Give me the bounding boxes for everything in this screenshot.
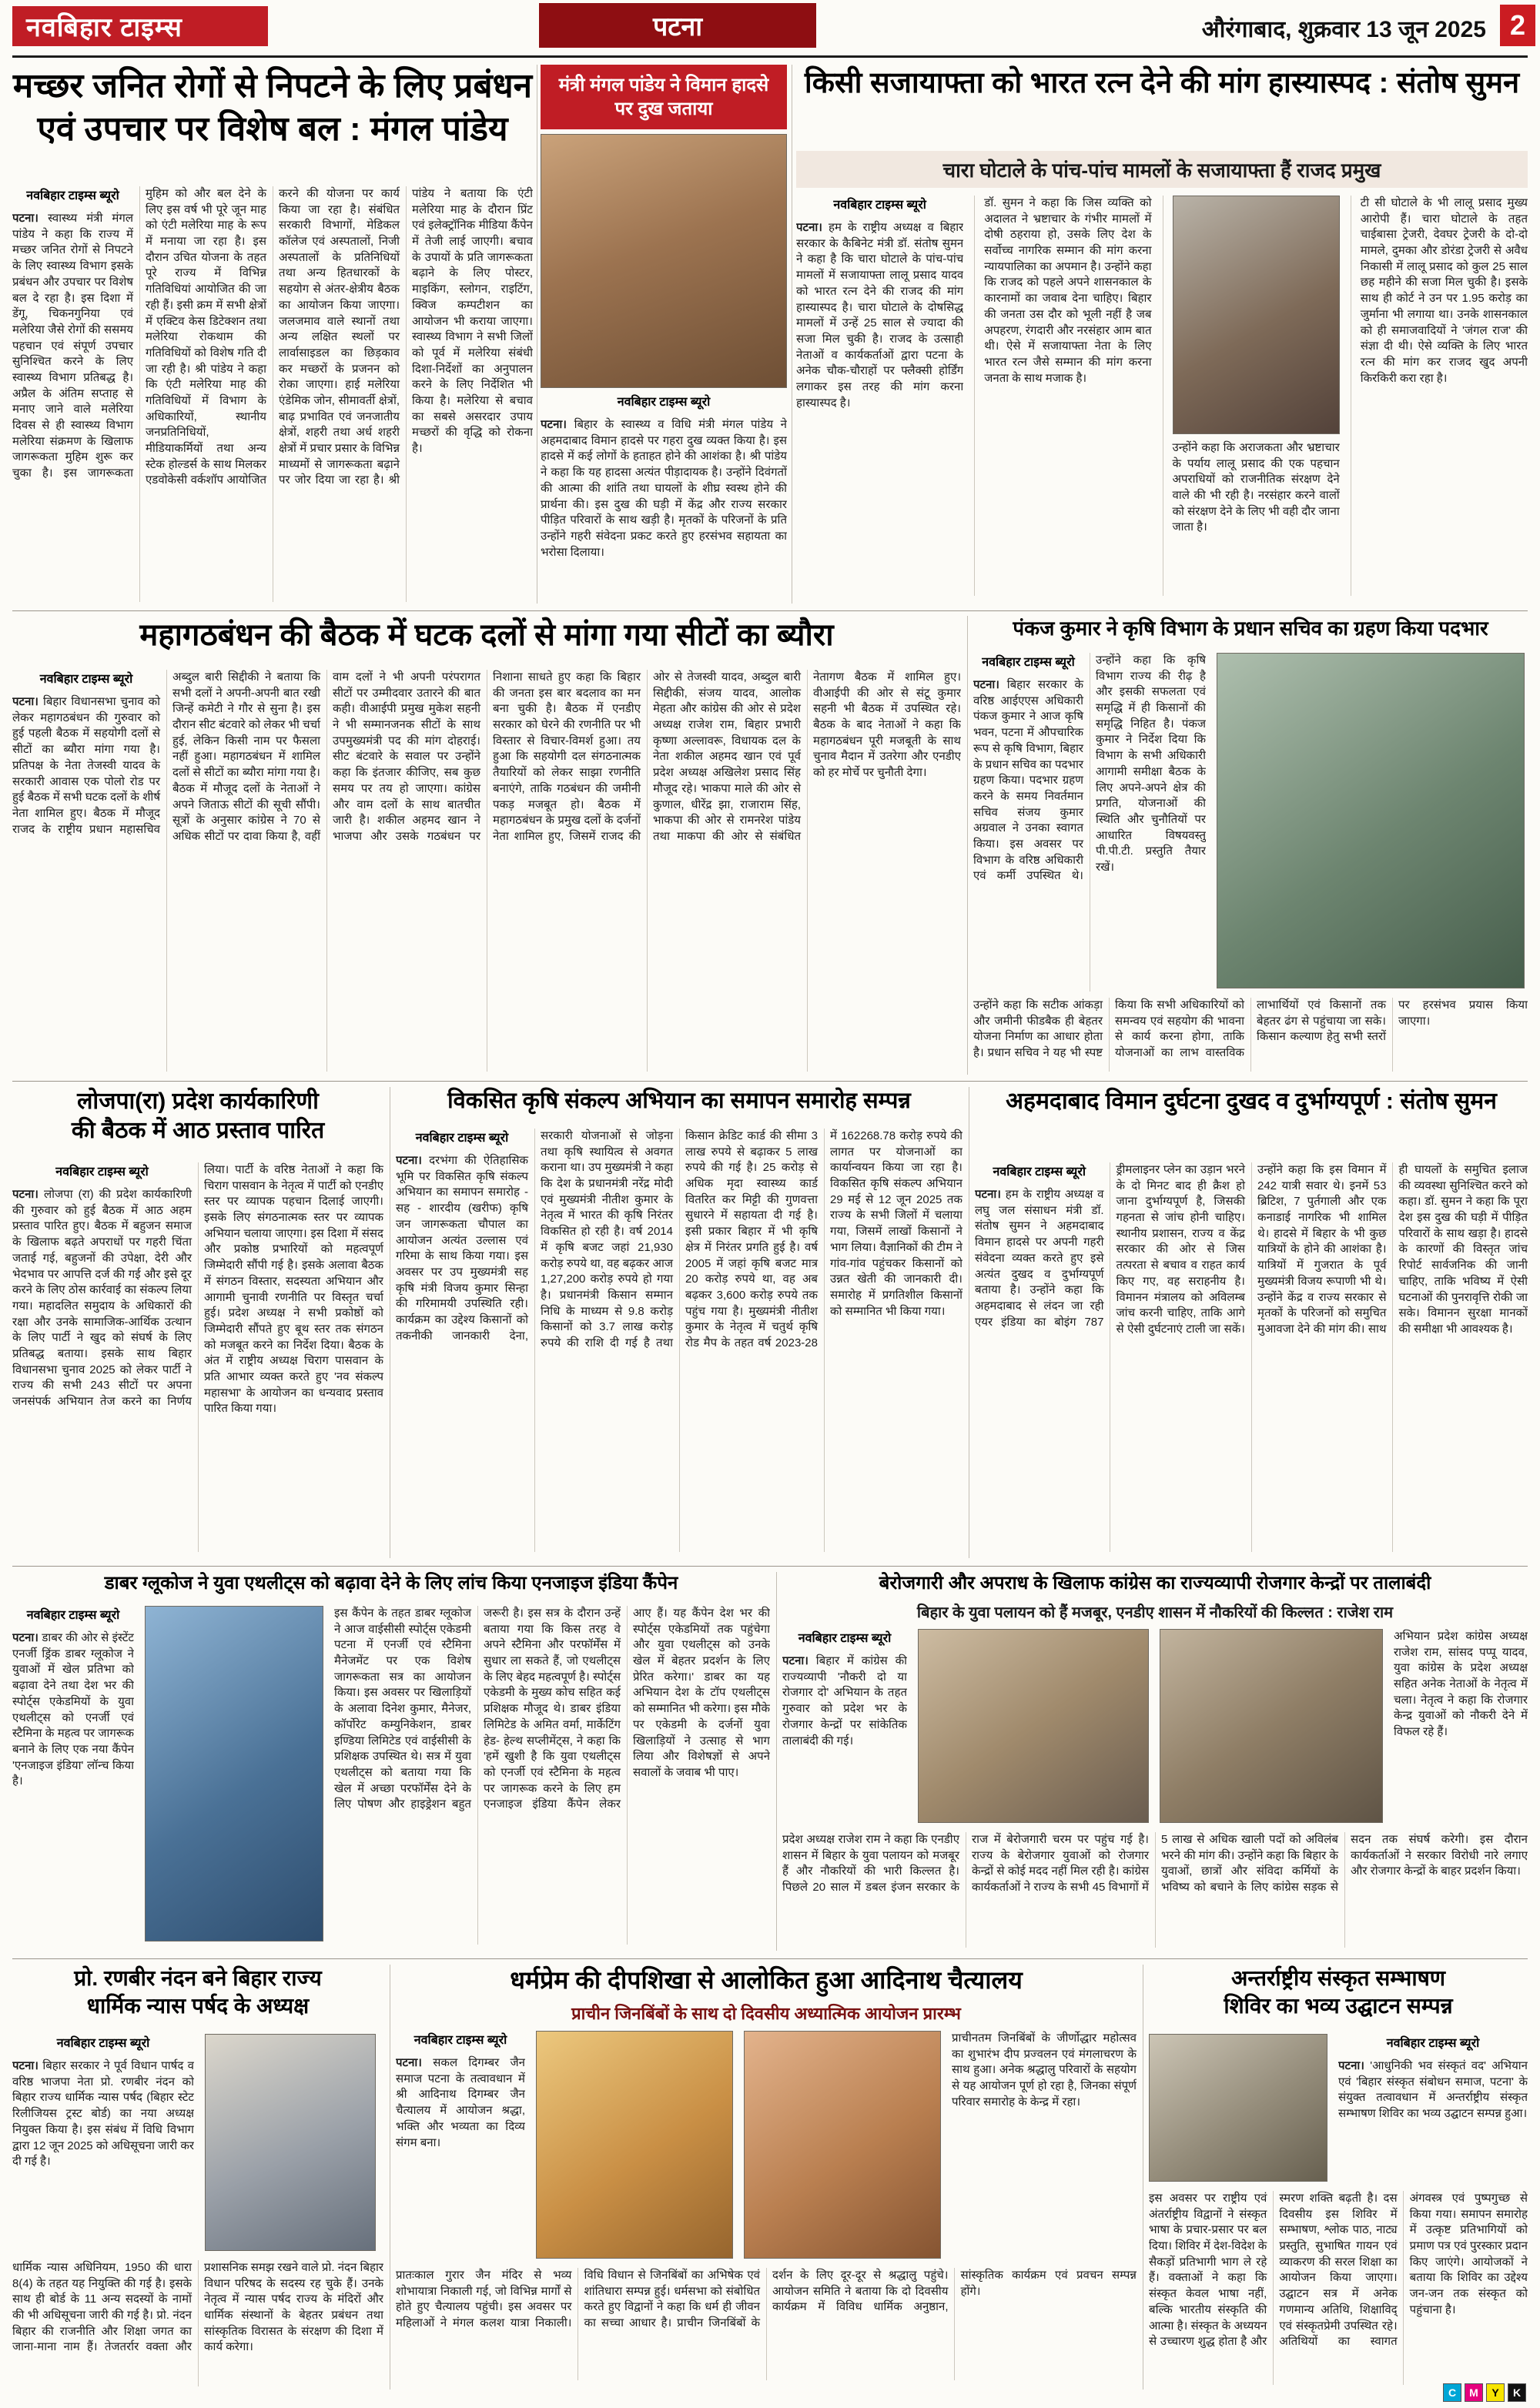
article-sanskrit-camp [1149,1965,1528,2390]
article-byline: नवबिहार टाइम्स ब्यूरो [798,1632,892,1645]
edition-badge: पटना [539,3,816,48]
article-dateline: पटना। [782,1654,808,1668]
article-congress-protest [782,1572,1528,1951]
article-ranbir-nandan [12,1965,383,2390]
print-mark-cyan: C [1443,2383,1461,2402]
article-dateline: पटना। [12,1188,38,1202]
dabur-team-photo [145,1606,323,1941]
article-column: नवबिहार टाइम्स ब्यूरो पटना। बिहार सरकार के वरिष्ठ आईएएस अधिकारी पंकज कुमार ने आज कृषि भवन, पटना में औपचारिक रूप से कृषि विभाग, बिहार के प्रधान सचिव का पदभार ग्रहण किया। पदभार ग्रहण करने के समय निवर्तमान सचिव संजय कुमार अग्रवाल ने उनका स्वागत किया। इस अवसर पर विभाग के वरिष्ठ अधिकारी एवं कर्मी उपस्थित थे। उन्होंने कहा कि कृषि विभाग राज्य की रीढ़ है और इसकी सफलता एवं समृद्धि में ही किसानों की समृद्धि निहित है। पंकज कुमार ने निर्देश दिया कि विभाग के सभी अधिकारी आगामी समीक्षा बैठक के लिए अपने-अपने क्षेत्र की प्रगति, योजनाओं की स्थिति और चुनौतियों पर आधारित विषयवस्तु पी.पी.टी. प्रस्तुति तैयार रखें। [973,654,1206,883]
article-headline: विकसित कृषि संकल्प अभियान का समापन समारोह सम्पन्न [447,1089,911,1113]
article-byline: नवबिहार टाइम्स ब्यूरो [56,2037,150,2050]
article-bharat-ratna [796,65,1528,604]
article-headline: डाबर ग्लूकोज ने युवा एथलीट्स को बढ़ावा देने के लिए लांच किया एनजाइज इंडिया कैंपेन [104,1573,678,1594]
article-mahagathbandhan [12,616,961,1075]
article-pandey-grief [541,65,787,604]
article-byline: नवबिहार टाइम्स ब्यूरो [26,189,119,202]
article-dateline: पटना। [12,695,38,709]
article-byline: नवबिहार टाइम्स ब्यूरो [413,2034,507,2047]
article-pankaj-kumar [973,616,1528,1075]
article-column: उन्होंने कहा कि अराजकता और भ्रष्टाचार के पर्याय लालू प्रसाद की एक पहचान अपराधियों को राजनीतिक संरक्षण देने वाले की भी रही है। नरसंहार करने वालों को संरक्षण देने के लिए भी वही दौर जाना जाता है। [1163,196,1340,596]
article-dateline: पटना। [796,221,822,235]
column-divider [776,1572,777,1951]
article-column: प्राचीनतम जिनबिंबों के जीर्णोद्धार महोत्सव का शुभारंभ दीप प्रज्वलन एवं मंगलाचरण के साथ हुआ। अनेक श्रद्धालु परिवारों के सहयोग से यह आयोजन पूर्ण हो रहा है, जिनका संपूर्ण परिवार समारोह के केन्द्र में रहा। [952,2032,1137,2109]
article-headline: प्रो. रणबीर नंदन बने बिहार राज्य धार्मिक न्यास पर्षद के अध्यक्ष [74,1966,322,2018]
article-body: प्रातःकाल गुरार जैन मंदिर से भव्य शोभायात्रा निकाली गई, जो विभिन्न मार्गों से होते हुए चैत्यालय पहुंची। इस अवसर पर महिलाओं ने मंगल कलश यात्रा निकाली। विधि विधान से जिनबिंबों का अभिषेक एवं शांतिधारा सम्पन्न हुई। धर्मसभा को संबोधित करते हुए विद्वानों ने कहा कि धर्म ही जीवन का सच्चा आधार है। प्राचीन जिनबिंबों के दर्शन के लिए दूर-दूर से श्रद्धालु पहुंचे। आयोजन समिति ने बताया कि दो दिवसीय कार्यक्रम में विविध धार्मिक अनुष्ठान, सांस्कृतिक कार्यक्रम एवं प्रवचन सम्पन्न होंगे। [396,2269,1137,2330]
article-dateline: पटना। [973,678,999,692]
article-body: धार्मिक न्यास अधिनियम, 1950 की धारा 8(4) के तहत यह नियुक्ति की गई है। इसके साथ ही बोर्ड के 11 अन्य सदस्यों के नामों की भी अधिसूचना जारी की गई है। प्रो. नंदन बिहार की राजनीति और शिक्षा जगत का जाना-माना नाम हैं। तेजतर्रार वक्ता और प्रशासनिक समझ रखने वाले प्रो. नंदन बिहार विधान परिषद के सदस्य रह चुके हैं। उनके नेतृत्व में न्यास पर्षद राज्य के मंदिरों और धार्मिक संस्थानों के बेहतर प्रबंधन तथा सांस्कृतिक विरासत के संरक्षण की दिशा में कार्य करेगा। [12,2261,383,2354]
section-divider [12,1081,1528,1082]
article-body: नवबिहार टाइम्स ब्यूरो पटना। बिहार विधानसभा चुनाव को लेकर महागठबंधन की गुरुवार को हुई पहली बैठक में सहयोगी दलों से सीटों का ब्यौरा मांगा गया है। प्रतिपक्ष के नेता तेजस्वी यादव के सरकारी आवास एक पोलो रोड पर हुई बैठक में सभी घटक दलों के शीर्ष नेता शामिल हुए। बैठक में मौजूद राजद के राष्ट्रीय प्रधान महासचिव अब्दुल बारी सिद्दीकी ने बताया कि सभी दलों ने अपनी-अपनी बात रखी जिन्हें कमेटी ने गौर से सुना है। इस दौरान सीट बंटवारे को लेकर भी चर्चा हुई, लेकिन किसी नाम पर फैसला नहीं हुआ। महागठबंधन में शामिल दलों से सीटों का ब्यौरा मांगा गया है। बैठक में मौजूद दलों के नेताओं ने अपने जिताऊ सीटों की सूची सौंपी। सूत्रों के अनुसार कांग्रेस ने 70 से अधिक सीटों पर दावा किया है, वहीं वाम दलों ने भी अपनी परंपरागत सीटों पर उम्मीदवार उतारने की बात कही। वीआईपी प्रमुख मुकेश सहनी ने भी सम्मानजनक सीटों के साथ उपमुख्यमंत्री पद की मांग दोहराई। सीट बंटवारे के सवाल पर उन्होंने कहा कि इंतजार कीजिए, सब कुछ समय पर तय हो जाएगा। कांग्रेस और वाम दलों के साथ बातचीत जारी है। शकील अहमद खान ने भाजपा और उसके गठबंधन पर निशाना साधते हुए कहा कि बिहार की जनता इस बार बदलाव का मन बना चुकी है। बैठक में एनडीए सरकार को घेरने की रणनीति पर भी विस्तार से विचार-विमर्श हुआ। तय हुआ कि सहयोगी दल संगठनात्मक तैयारियों को लेकर साझा रणनीति बनाएंगे, ताकि गठबंधन की जमीनी पकड़ मजबूत हो। बैठक में महागठबंधन के प्रमुख दलों के दर्जनों नेता शामिल हुए, जिसमें राजद की ओर से तेजस्वी यादव, अब्दुल बारी सिद्दीकी, संजय यादव, आलोक मेहता और कांग्रेस की ओर से प्रदेश अध्यक्ष राजेश राम, बिहार प्रभारी कृष्णा अल्लावरू, विधायक दल के नेता शकील अहमद खान एवं पूर्व प्रदेश अध्यक्ष अखिलेश प्रसाद सिंह मौजूद रहे। भाकपा माले की ओर से कुणाल, धीरेंद्र झा, राजाराम सिंह, भाकपा की ओर से रामनरेश पांडेय तथा माकपा की ओर से संबंधित नेतागण बैठक में शामिल हुए। वीआईपी की ओर से संटू कुमार सहनी भी बैठक में उपस्थित रहे। बैठक के बाद नेताओं ने कहा कि महागठबंधन पूरी मजबूती के साथ चुनाव मैदान में उतरेगा और एनडीए को हर मोर्चे पर चुनौती देगा। [12,671,961,843]
article-column: टी सी घोटाले के भी लालू प्रसाद मुख्य आरोपी हैं। चारा घोटाले के तहत चाईबासा ट्रेजरी, देवघर ट्रेजरी के दो-दो मामले, दुमका और डोरंडा ट्रेजरी से अवैध निकासी में लालू प्रसाद को कुल 25 साल छह महीने की सजा मिल चुकी है। इसके साथ ही कोर्ट ने उन पर 1.95 करोड़ का जुर्माना भी लगाया था। उनके शासनकाल को ही समाजवादियों ने 'जंगल राज' की संज्ञा दी थी। ऐसे व्यक्ति के लिए भारत रत्न की मांग कर राजद खुद अपनी किरकिरी करा रहा है। [1351,196,1528,596]
congress-protest-photo-2 [1160,1629,1383,1823]
jain-ceremony-photo-2 [744,2031,941,2259]
article-body: उन्होंने कहा कि सटीक आंकड़ा और जमीनी फीडबैक ही बेहतर योजना निर्माण का आधार होता है। प्रधान सचिव ने यह भी स्पष्ट किया कि सभी अधिकारियों को समन्वय एवं सहयोग की भावना से कार्य करना होगा, ताकि योजनाओं का लाभ वास्तविक लाभार्थियों एवं किसानों तक बेहतर ढंग से पहुंचाया जा सके। किसान कल्याण हेतु सभी स्तरों पर हरसंभव प्रयास किया जाएगा। [973,998,1528,1060]
article-headline: मच्छर जनित रोगों से निपटने के लिए प्रबंधन एवं उपचार पर विशेष बल : मंगल पांडेय [12,67,533,149]
article-dateline: पटना। [12,2059,38,2073]
article-headline: महागठबंधन की बैठक में घटक दलों से मांगा गया सीटों का ब्यौरा [139,618,834,652]
article-subhead: बिहार के युवा पलायन को हैं मजबूर, एनडीए शासन में नौकरियों की किल्लत : राजेश राम [916,1604,1394,1621]
article-byline: नवबिहार टाइम्स ब्यूरो [833,199,926,212]
article-headline: बेरोजगारी और अपराध के खिलाफ कांग्रेस का राज्यव्यापी रोजगार केन्द्रों पर तालाबंदी [879,1573,1431,1594]
print-mark-black: K [1508,2383,1526,2402]
article-body: प्रदेश अध्यक्ष राजेश राम ने कहा कि एनडीए शासन में बिहार के युवा पलायन को मजबूर हैं और नौकरियों की भारी किल्लत है। पिछले 20 साल में डबल इंजन सरकार के राज में बेरोजगारी चरम पर पहुंच गई है। राज्य के बेरोजगार युवाओं को रोजगार केन्द्रों से कोई मदद नहीं मिल रही है। कांग्रेस कार्यकर्ताओं ने राज्य के सभी 45 विभागों में 5 लाख से अधिक खाली पदों को अविलंब भरने की मांग की। उन्होंने कहा कि बिहार के युवाओं, छात्रों और संविदा कर्मियों के भविष्य को बचाने के लिए कांग्रेस सड़क से सदन तक संघर्ष करेगी। इस दौरान कार्यकर्ताओं ने सरकार विरोधी नारे लगाए और रोजगार केन्द्रों के बाहर प्रदर्शन किया। [782,1833,1528,1895]
article-headline: अन्तर्राष्ट्रीय संस्कृत सम्भाषण शिविर का भव्य उद्घाटन सम्पन्न [1224,1966,1453,2018]
article-byline: नवबिहार टाइम्स ब्यूरो [26,1609,120,1622]
article-dateline: पटना। [12,1631,38,1645]
print-mark-yellow: Y [1486,2383,1505,2402]
sanskrit-camp-photo [1149,2034,1327,2182]
article-headline: लोजपा(रा) प्रदेश कार्यकारिणी की बैठक में आठ प्रस्ताव पारित [71,1089,325,1144]
article-column: नवबिहार टाइम्स ब्यूरो पटना। डाबर की ओर से इंस्टेंट एनर्जी ड्रिंक डाबर ग्लूकोज ने युवाओं में खेल प्रतिभा को बढ़ावा देने तथा देश भर की स्पोर्ट्स एकेडमियों के युवा एथलीट्स को एनर्जी एवं स्टैमिना के महत्व पर जागरूक बनाने के लिए एक नया कैंपेन 'एनजाइज इंडिया' लॉन्च किया है। [12,1609,134,1788]
article-headline: धर्मप्रेम की दीपशिखा से आलोकित हुआ आदिनाथ चैत्यालय [510,1966,1023,1994]
article-column: नवबिहार टाइम्स ब्यूरो पटना। सकल दिगम्बर जैन समाज पटना के तत्वावधान में श्री आदिनाथ दिगम्बर जैन चैत्यालय में आयोजन श्रद्धा, भक्ति और भव्यता का दिव्य संगम बना। [396,2034,525,2149]
page-number: 2 [1500,5,1535,46]
congress-protest-photo-1 [918,1629,1149,1823]
article-byline: नवबिहार टाइम्स ब्यूरो [55,1166,149,1179]
article-column: डॉ. सुमन ने कहा कि जिस व्यक्ति को अदालत ने भ्रष्टाचार के गंभीर मामलों में दोषी ठहराया हो, उसके लिए देश के सर्वोच्च नागरिक सम्मान की मांग करना न्यायपालिका का अपमान है। उन्होंने कहा कि राजद को पहले अपने शासनकाल के कारनामों का जवाब देना चाहिए। बिहार की जनता उस दौर को भूली नहीं है जब अपहरण, रंगदारी और नरसंहार आम बात थी। ऐसे में सजायाफ्ता नेता के लिए भारत रत्न जैसे सम्मान की मांग करना जनता के साथ मजाक है। [974,196,1151,596]
article-body: नवबिहार टाइम्स ब्यूरो पटना। लोजपा (रा) की प्रदेश कार्यकारिणी की गुरुवार को हुई बैठक में आठ अहम प्रस्ताव पारित हुए। बैठक में बहुजन समाज के खिलाफ बढ़ते अपराधों पर गहरी चिंता जताई गई, बहुजनों की उपेक्षा, देरी और भेदभाव पर आपत्ति दर्ज की गई और इसे दूर करने के लिए ठोस कार्रवाई का संकल्प लिया गया। महादलित समुदाय के अधिकारों की रक्षा और उनके सामाजिक-आर्थिक उत्थान के लिए पार्टी ने खुद को संघर्ष के लिए प्रतिबद्ध बताया। इसके साथ बिहार विधानसभा चुनाव 2025 को लेकर पार्टी ने राज्य की सभी 243 सीटों पर अपना जनसंपर्क अभियान तेज करने का निर्णय लिया। पार्टी के वरिष्ठ नेताओं ने कहा कि चिराग पासवान के नेतृत्व में पार्टी को एनडीए स्तर पर व्यापक पहचान दिलाई जाएगी। इसके लिए संगठनात्मक स्तर पर व्यापक अभियान चलाया जाएगा। इस दिशा में संसद और प्रकोष्ठ प्रभारियों को महत्वपूर्ण जिम्मेदारी सौंपी गई है। इसके अलावा बैठक में संगठन विस्तार, सदस्यता अभियान और आगामी चुनावी रणनीति पर विस्तृत चर्चा हुई। प्रदेश अध्यक्ष ने सभी प्रकोष्ठों को जिम्मेदारी सौंपते हुए बूथ स्तर तक संगठन को मजबूत करने का निर्देश दिया। बैठक के अंत में राष्ट्रीय अध्यक्ष चिराग पासवान के प्रति आभार व्यक्त करते हुए 'नव संकल्प महासभा' के आयोजन का धन्यवाद प्रस्ताव पारित किया गया। [12,1163,383,1416]
article-byline: नवबिहार टाइम्स ब्यूरो [415,1132,509,1145]
article-subhead: चारा घोटाले के पांच-पांच मामलों के सजायाफ्ता हैं राजद प्रमुख [796,151,1528,188]
article-column: नवबिहार टाइम्स ब्यूरो पटना। 'आधुनिकी भव संस्कृतं वद' अभियान एवं 'बिहार संस्कृत संबोधन समाज, पटना' के संयुक्त तत्वावधान में अन्तर्राष्ट्रीय संस्कृत सम्भाषण शिविर का भव्य उद्घाटन सम्पन्न हुआ। [1338,2037,1528,2121]
santosh-suman-photo [1173,196,1340,434]
jain-ceremony-photo-1 [536,2031,733,2259]
article-dabur-energize [12,1572,770,1951]
article-column: नवबिहार टाइम्स ब्यूरो पटना। हम के राष्ट्रीय अध्यक्ष व बिहार सरकार के कैबिनेट मंत्री डॉ. संतोष सुमन ने कहा है कि चारा घोटाले के पांच-पांच मामलों में सजायाफ्ता लालू प्रसाद यादव को भारत रत्न देने की राजद की मांग हास्यास्पद है। चारा घोटाले के दोषसिद्ध मामलों में उन्हें 25 साल से ज्यादा की सजा मिल चुकी है। राजद के उत्साही नेताओं व कार्यकर्ताओं द्वारा पटना के अनेक चौक-चौराहों पर फ्लैक्सी होर्डिंग लगाकर इस तरह की मांग करना हास्यास्पद है। [796,199,964,410]
header-divider [12,55,1528,58]
article-vikasit-krishi [396,1087,962,1558]
article-headline: किसी सजायाफ्ता को भारत रत्न देने की मांग हास्यास्पद : संतोष सुमन [804,67,1520,99]
article-body: नवबिहार टाइम्स ब्यूरो पटना। दरभंगा की ऐतिहासिक भूमि पर विकसित कृषि संकल्प अभियान का समापन समारोह - सह - शारदीय (खरीफ) कृषि जन जागरूकता चौपाल का आयोजन अत्यंत उल्लास एवं गरिमा के साथ किया गया। इस अवसर पर उप मुख्यमंत्री सह कृषि मंत्री विजय कुमार सिन्हा की गरिमामयी उपस्थिति रही। कार्यक्रम का उद्देश्य किसानों को तकनीकी जानकारी देना, सरकारी योजनाओं से जोड़ना तथा कृषि स्थायित्व से अवगत कराना था। उप मुख्यमंत्री ने कहा कि देश के प्रधानमंत्री नरेंद्र मोदी एवं मुख्यमंत्री नीतीश कुमार के नेतृत्व में भारत की कृषि निरंतर विकसित हो रही है। वर्ष 2014 में कृषि बजट जहां 21,930 करोड़ रुपये था, वह बढ़कर आज 1,27,200 करोड़ रुपये हो गया है। प्रधानमंत्री किसान सम्मान निधि के माध्यम से 9.8 करोड़ किसानों को 3.7 लाख करोड़ रुपये की राशि दी गई है तथा किसान क्रेडिट कार्ड की सीमा 3 लाख रुपये से बढ़ाकर 5 लाख रुपये की गई है। 25 करोड़ से अधिक मृदा स्वास्थ्य कार्ड वितरित कर मिट्टी की गुणवत्ता सुधारने में सहायता दी गई है। इसी प्रकार बिहार में भी कृषि क्षेत्र में निरंतर प्रगति हुई है। वर्ष 2005 में जहां कृषि बजट मात्र 20 करोड़ रुपये था, वह अब बढ़कर 3,600 करोड़ रुपये तक पहुंच गया है। मुख्यमंत्री नीतीश कुमार के नेतृत्व में चतुर्थ कृषि रोड मैप के तहत वर्ष 2023-28 में 162268.78 करोड़ रुपये की लागत पर योजनाओं का कार्यान्वयन किया जा रहा है। विकसित कृषि संकल्प अभियान 29 मई से 12 जून 2025 तक राज्य के सभी जिलों में चलाया गया, जिसमें लाखों किसानों ने भाग लिया। वैज्ञानिकों की टीम ने गांव-गांव पहुंचकर किसानों को उन्नत खेती की जानकारी दी। समारोह में प्रगतिशील किसानों को सम्मानित भी किया गया। [396,1129,962,1349]
article-mosquito [12,65,533,604]
article-column: अभियान प्रदेश कांग्रेस अध्यक्ष राजेश राम, सांसद पप्पू यादव, युवा कांग्रेस के प्रदेश अध्यक्ष सहित अनेक नेताओं के नेतृत्व में चला। नेतृत्व ने कहा कि रोजगार केन्द्र युवाओं को नौकरी देने में विफल रहे हैं। [1394,1630,1528,1739]
article-headline: अहमदाबाद विमान दुर्घटना दुखद व दुर्भाग्यपूर्ण : संतोष सुमन [1006,1089,1497,1114]
section-divider [12,1958,1528,1959]
article-dateline: पटना। [396,1154,422,1168]
article-body: नवबिहार टाइम्स ब्यूरो पटना। हम के राष्ट्रीय अध्यक्ष व लघु जल संसाधन मंत्री डॉ. संतोष सुमन ने अहमदाबाद विमान हादसे पर अपनी गहरी संवेदना व्यक्त करते हुए इसे अत्यंत दुखद व दुर्भाग्यपूर्ण बताया है। उन्होंने कहा कि अहमदाबाद से लंदन जा रही एयर इंडिया का बोइंग 787 ड्रीमलाइनर प्लेन का उड़ान भरने के दो मिनट बाद ही क्रैश हो जाना दुर्भाग्यपूर्ण है, जिसकी गहनता से जांच होनी चाहिए। स्थानीय प्रशासन, राज्य व केंद्र सरकार की ओर से जिस तत्परता से बचाव व राहत कार्य किए गए, वह सराहनीय है। विमानन मंत्रालय को अविलम्ब जांच करनी चाहिए, ताकि आगे से ऐसी दुर्घटनाएं टाली जा सकें। उन्होंने कहा कि इस विमान में 242 यात्री सवार थे। इनमें 53 ब्रिटिश, 7 पुर्तगाली और एक कनाडाई नागरिक भी शामिल थे। हादसे में बिहार के भी कुछ यात्रियों के होने की आशंका है। यात्रियों में गुजरात के पूर्व मुख्यमंत्री विजय रूपाणी भी थे। उन्होंने केंद्र व राज्य सरकार से मृतकों के परिजनों को समुचित मुआवजा देने की मांग की। साथ ही घायलों के समुचित इलाज की व्यवस्था सुनिश्चित करने को कहा। डॉ. सुमन ने कहा कि पूरा देश इस दुख की घड़ी में पीड़ित परिवारों के साथ खड़ा है। हादसे के कारणों की विस्तृत जांच रिपोर्ट सार्वजनिक की जानी चाहिए, ताकि भविष्य में ऐसी घटनाओं की पुनरावृत्ति रोकी जा सके। विमानन सुरक्षा मानकों की समीक्षा भी आवश्यक है। [975,1163,1528,1336]
article-headline: पंकज कुमार ने कृषि विभाग के प्रधान सचिव का ग्रहण किया पदभार [1013,617,1488,640]
article-dateline: पटना। [396,2056,422,2070]
article-lojpa [12,1087,383,1558]
article-body: इस अवसर पर राष्ट्रीय एवं अंतर्राष्ट्रीय विद्वानों ने संस्कृत भाषा के प्रचार-प्रसार पर बल दिया। शिविर में देश-विदेश के सैकड़ों प्रतिभागी भाग ले रहे हैं। वक्ताओं ने कहा कि संस्कृत केवल भाषा नहीं, बल्कि भारतीय संस्कृति की आत्मा है। संस्कृत के अध्ययन से उच्चारण शुद्ध होता है और स्मरण शक्ति बढ़ती है। दस दिवसीय इस शिविर में सम्भाषण, श्लोक पाठ, नाट्य प्रस्तुति, सुभाषित गायन एवं व्याकरण की सरल शिक्षा का आयोजन किया जाएगा। उद्घाटन सत्र में अनेक गणमान्य अतिथि, शिक्षाविद् एवं संस्कृतप्रेमी उपस्थित रहे। अतिथियों का स्वागत अंगवस्त्र एवं पुष्पगुच्छ से किया गया। समापन समारोह में उत्कृष्ट प्रतिभागियों को प्रमाण पत्र एवं पुरस्कार प्रदान किए जाएंगे। आयोजकों ने बताया कि शिविर का उद्देश्य जन-जन तक संस्कृत को पहुंचाना है। [1149,2192,1528,2349]
photo-caption: मंत्री मंगल पांडेय ने विमान हादसे पर दुख जताया [541,65,787,129]
print-mark-magenta: M [1465,2383,1483,2402]
column-divider [967,616,968,1075]
article-dateline: पटना। [541,418,567,432]
newspaper-name: नवबिहार टाइम्स [26,13,182,42]
article-column: नवबिहार टाइम्स ब्यूरो पटना। बिहार में कांग्रेस की राज्यव्यापी 'नौकरी दो या रोजगार दो' अभियान के तहत गुरुवार को प्रदेश भर के रोजगार केन्द्रों पर सांकेतिक तालाबंदी की गई। [782,1632,907,1747]
cmyk-print-marks [1443,2383,1526,2402]
article-byline: नवबिहार टाइम्स ब्यूरो [39,673,133,686]
article-body: नवबिहार टाइम्स ब्यूरो पटना। स्वास्थ्य मंत्री मंगल पांडेय ने कहा कि राज्य में मच्छर जनित रोगों से निपटने के लिए स्वास्थ्य विभाग इसके प्रबंधन और उपचार पर विशेष बल दे रहा है। इस दिशा में डेंगू, चिकनगुनिया एवं मलेरिया जैसे रोगों की ससमय पहचान एवं संपूर्ण उपचार सुनिश्चित करने के लिए स्वास्थ्य विभाग प्रतिबद्ध है। अप्रैल के अंतिम सप्ताह से मनाए जाने वाले मलेरिया दिवस से ही स्वास्थ्य विभाग मलेरिया संक्रमण के खिलाफ जागरूकता मुहिम शुरू कर चुका है। इस जागरूकता मुहिम को और बल देने के लिए इस वर्ष भी पूरे जून माह को एंटी मलेरिया माह के रूप में मनाया जा रहा है। इस दौरान उचित योजना के तहत पूरे राज्य में विभिन्न गतिविधियां आयोजित की जा रही हैं। इसी क्रम में सभी क्षेत्रों में एक्टिव केस डिटेक्शन तथा मलेरिया रोकथाम की गतिविधियों को विशेष गति दी जा रही है। श्री पांडेय ने कहा कि एंटी मलेरिया माह की गतिविधियों में विभाग के अधिकारियों, स्थानीय जनप्रतिनिधियों, मीडियाकर्मियों तथा अन्य स्टेक होल्डर्स के साथ मिलकर एडवोकेसी वर्कशॉप आयोजित करने की योजना पर कार्य किया जा रहा है। संबंधित सरकारी विभागों, मेडिकल कॉलेज एवं अस्पतालों, निजी अस्पतालों के प्रतिनिधियों तथा अन्य हितधारकों के सहयोग से अंतर-क्षेत्रीय बैठक का आयोजन किया जाएगा। जलजमाव वाले स्थानों तथा अन्य लक्षित स्थलों पर लार्वासाइडल का छिड़काव कर मच्छरों के प्रजनन को रोका जाएगा। हाई मलेरिया एंडेमिक जोन, सीमावर्ती क्षेत्रों, बाढ़ प्रभावित एवं जनजातीय क्षेत्रों, शहरी तथा अर्ध शहरी क्षेत्रों में प्रचार प्रसार के विभिन्न माध्यमों से जागरूकता बढ़ाने पर जोर दिया जा रहा है। श्री पांडेय ने बताया कि एंटी मलेरिया माह के दौरान प्रिंट एवं इलेक्ट्रॉनिक मीडिया कैंपेन में तेजी लाई जाएगी। बचाव के उपायों के प्रति जागरूकता बढ़ाने के लिए पोस्टर, माइकिंग, स्लोगन, राइटिंग, क्विज कम्पटीशन का आयोजन भी कराया जाएगा। स्वास्थ्य विभाग ने सभी जिलों को पूर्व में मलेरिया संबंधी दिशा-निर्देशों का अनुपालन करने के लिए निर्देशित भी किया है। मलेरिया से बचाव का सबसे असरदार उपाय मच्छरों की वृद्धि को रोकना है। [12,187,533,487]
article-dateline: पटना। [975,1188,1001,1202]
newspaper-masthead [12,6,268,46]
section-divider [12,610,1528,611]
article-adinath-chaityalaya [396,1965,1137,2390]
article-byline: नवबिहार टाइम्स ब्यूरो [617,396,711,409]
article-byline: नवबिहार टाइम्स ब्यूरो [993,1166,1086,1179]
article-column: नवबिहार टाइम्स ब्यूरो पटना। बिहार सरकार ने पूर्व विधान पार्षद व वरिष्ठ भाजपा नेता प्रो. रणबीर नंदन को बिहार राज्य धार्मिक न्यास पर्षद (बिहार स्टेट रिलीजियस ट्रस्ट बोर्ड) का नया अध्यक्ष नियुक्त किया है। इस संबंध में विधि विभाग द्वारा 12 जून 2025 को अधिसूचना जारी कर दी गई है। [12,2037,194,2169]
article-dateline: पटना। [1338,2059,1364,2073]
section-divider [12,1566,1528,1567]
article-subhead: प्राचीन जिनबिंबों के साथ दो दिवसीय अध्यात्मिक आयोजन प्रारम्भ [571,2004,961,2023]
article-column: इस कैंपेन के तहत डाबर ग्लूकोज ने आज वाईसीसी स्पोर्ट्स एकेडमी पटना में एनर्जी एवं स्टैमिना मैनेजमेंट पर एक विशेष जागरूकता सत्र का आयोजन किया। इस अवसर पर खिलाड़ियों के अलावा दिनेश कुमार, मैनेजर, कॉर्पोरेट कम्युनिकेशन, डाबर इण्डिया लिमिटेड एवं वाईसीसी के प्रशिक्षक उपस्थित थे। सत्र में युवा एथलीट्स को बताया गया कि खेल में अच्छा परफॉर्मेंस देने के लिए पोषण और हाइड्रेशन बहुत जरूरी है। इस सत्र के दौरान उन्हें बताया गया कि किस तरह वे अपने स्टैमिना और परफॉर्मेंस में सुधार ला सकते हैं, जो एथलीट्स के लिए बेहद महत्वपूर्ण है। स्पोर्ट्स एकेडमी के मुख्य कोच सहित कई प्रशिक्षक मौजूद थे। डाबर इंडिया लिमिटेड के अमित वर्मा, मार्केटिंग हेड- हेल्थ सप्लीमेंट्स, ने कहा कि 'हमें खुशी है कि युवा एथलीट्स को एनर्जी एवं स्टैमिना के महत्व पर जागरूक करने के लिए हम एनजाइज इंडिया कैंपेन लेकर आए हैं। यह कैंपेन देश भर की स्पोर्ट्स एकेडमियों तक पहुंचेगा और युवा एथलीट्स को उनके खेल में बेहतर प्रदर्शन के लिए प्रेरित करेगा।' डाबर का यह अभियान देश के टॉप एथलीट्स को सम्मानित भी करेगा। इस मौके पर एकेडमी के दर्जनों युवा खिलाड़ियों ने उत्साह से भाग लिया और विशेषज्ञों से अपने सवालों के जवाब भी पाए। [334,1607,770,1811]
article-byline: नवबिहार टाइम्स ब्यूरो [1386,2037,1480,2050]
page-dateline: औरंगाबाद, शुक्रवार 13 जून 2025 [1201,17,1486,42]
article-dateline: पटना। [12,212,38,226]
pankaj-kumar-photo [1217,653,1525,988]
article-byline: नवबिहार टाइम्स ब्यूरो [982,656,1075,669]
article-ahmedabad-crash [975,1087,1528,1558]
ranbir-nandan-photo [205,2034,376,2251]
mangal-pandey-photo [541,134,787,388]
article-body: नवबिहार टाइम्स ब्यूरो पटना। बिहार के स्वास्थ्य व विधि मंत्री मंगल पांडेय ने अहमदाबाद विमान हादसे पर गहरा दुख व्यक्त किया है। इस हादसे में कई लोगों के हताहत होने की आशंका है। श्री पांडेय ने कहा कि यह हादसा अत्यंत पीड़ादायक है। उन्होंने दिवंगतों की आत्मा की शांति तथा घायलों के शीघ्र स्वस्थ होने की प्रार्थना की। इस दुख की घड़ी में केंद्र और राज्य सरकार पीड़ित परिवारों के साथ खड़ी है। मृतकों के परिजनों के प्रति उन्होंने गहरी संवेदना प्रकट करते हुए हरसंभव सहायता का भरोसा दिलाया। [541,396,787,559]
